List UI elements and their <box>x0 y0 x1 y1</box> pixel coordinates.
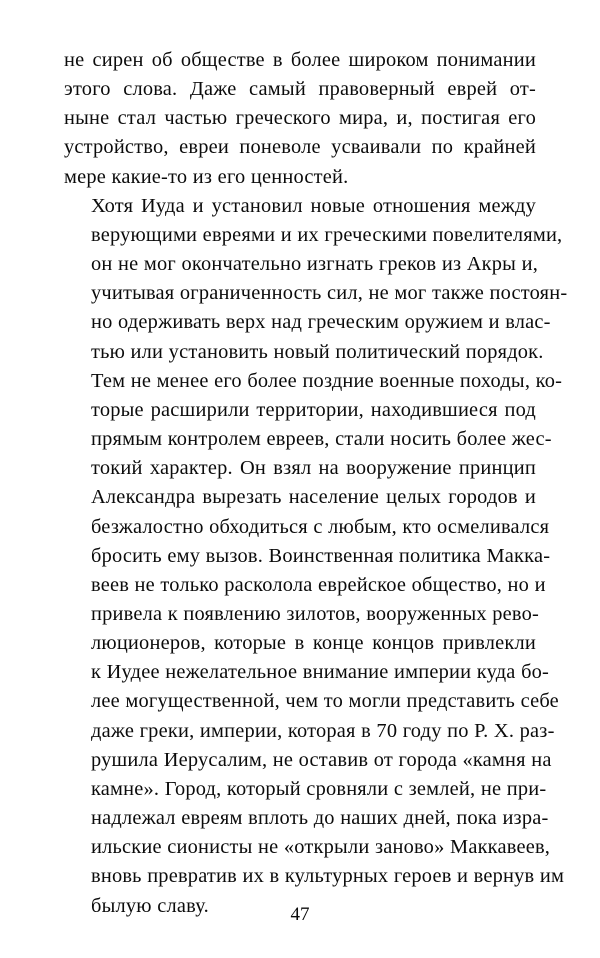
text-line: ильские сионисты не «открыли заново» Маккавеев, <box>91 836 551 859</box>
text-line: учитывая ограниченность сил, не мог также постоян- <box>91 282 568 305</box>
text-line: веев не только расколола еврейское общество, но и <box>91 573 546 596</box>
text-line: безжалостно обходиться с любым, кто осмеливался <box>91 515 550 538</box>
text-line: тью или установить новый политический порядок. <box>91 340 544 363</box>
text-line: мере какие-то из его ценностей. <box>64 165 349 188</box>
text-line: прямым контролем евреев, стали носить более жес- <box>91 428 552 451</box>
text-line: ныне стал частью греческого мира, и, постигая его <box>64 107 536 130</box>
text-line: даже греки, империи, которая в 70 году по Р. Х. раз- <box>91 719 555 742</box>
text-line: этого слова. Даже самый правоверный еврей от- <box>64 78 536 101</box>
text-line: торые расширили территории, находившиеся под <box>91 398 536 421</box>
text-line: к Иудее нежелательное внимание империи куда бо- <box>91 661 550 684</box>
paragraph-judah <box>64 192 568 921</box>
text-line: былую славу. <box>91 894 209 917</box>
text-line: рушила Иерусалим, не оставив от города «камня на <box>91 748 552 771</box>
text-line: привела к появлению зилотов, вооруженных рево- <box>91 602 540 625</box>
text-line: Тем не менее его более поздние военные походы, ко- <box>91 369 563 392</box>
text-line: он не мог окончательно изгнать греков из Акры и, <box>91 253 539 276</box>
text-line: токий характер. Он взял на вооружение принцип <box>91 457 536 480</box>
text-line: камне». Город, который сровняли с землей, не при- <box>91 777 547 800</box>
text-line: надлежал евреям вплоть до наших дней, пока изра- <box>91 807 549 830</box>
paragraph-continued <box>64 46 536 192</box>
text-line: люционеров, которые в конце концов привлекли <box>91 632 536 655</box>
text-line: верующими евреями и их греческими повелителями, <box>91 223 563 246</box>
page-number: 47 <box>290 904 310 925</box>
text-line: не сирен об обществе в более широком понимании <box>64 49 536 71</box>
text-line: устройство, евреи поневоле усваивали по крайней <box>64 136 536 159</box>
text-line: бросить ему вызов. Воинственная политика Макка- <box>91 544 551 567</box>
page-text-body <box>64 46 568 921</box>
text-line: вновь превратив их в культурных героев и вернув им <box>91 865 565 888</box>
text-line: Александра вырезать население целых городов и <box>91 486 536 509</box>
text-line: но одерживать верх над греческим оружием и влас- <box>91 311 551 334</box>
text-line: лее могущественной, чем то могли представить себе <box>91 690 559 713</box>
text-line: Хотя Иуда и установил новые отношения между <box>91 194 536 217</box>
